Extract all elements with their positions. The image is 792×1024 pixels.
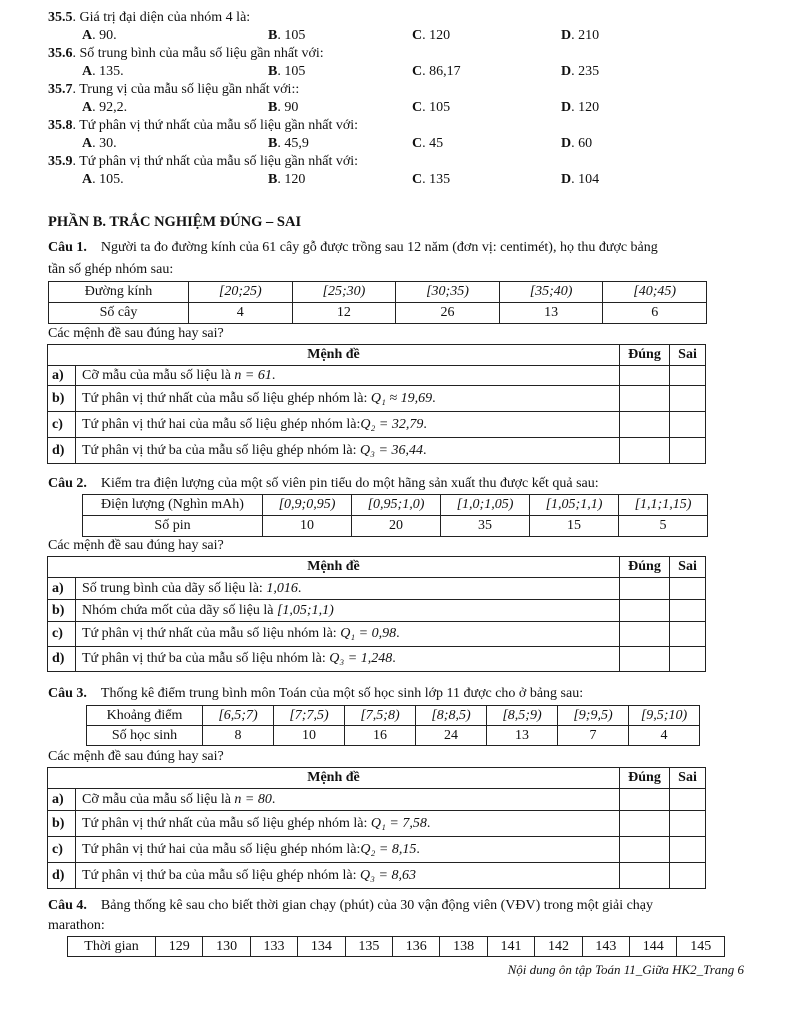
row-header: Khoảng điểm: [87, 706, 203, 726]
count-cell: 5: [619, 516, 708, 537]
mc-option-c[interactable]: [412, 136, 443, 152]
mc-question: [48, 118, 358, 134]
false-checkbox-cell[interactable]: [670, 578, 706, 600]
question-3-frequency-table: [86, 705, 700, 746]
time-cell: 136: [393, 937, 440, 957]
mc-option-key: C: [412, 136, 423, 151]
statement-body: Tứ phân vị thứ nhất của mẫu số liệu nhóm là:: [82, 626, 341, 641]
true-checkbox-cell[interactable]: [620, 622, 670, 647]
statement-header: Mệnh đề: [48, 557, 620, 578]
statement-key: b): [48, 811, 76, 837]
statement-body: Tứ phân vị thứ ba của mẫu số liệu ghép nhóm là:: [82, 442, 361, 458]
statement-row: [48, 647, 706, 672]
question-3-text: Thống kê điểm trung bình môn Toán của một số học sinh lớp 11 được cho ở bảng sau:: [100, 686, 584, 701]
mc-option-key: A: [82, 100, 93, 115]
question-4-label: Câu 4.: [48, 898, 87, 913]
true-checkbox-cell[interactable]: [620, 600, 670, 622]
mc-option-value: . 30.: [92, 136, 117, 151]
mc-question-text: . Số trung bình của mẫu số liệu gần nhất với:: [72, 46, 324, 61]
group-cell: [20;25): [189, 282, 293, 303]
statement-math: 1,016: [266, 580, 298, 596]
count-cell: 13: [499, 303, 603, 324]
mc-question-text: . Trung vị của mẫu số liệu gần nhất với::: [72, 82, 300, 97]
statement-math: Q₁ = 0,98: [340, 626, 397, 641]
mc-question: [48, 154, 358, 170]
mc-option-value: . 120: [571, 100, 600, 115]
mc-option-key: A: [82, 28, 93, 43]
false-checkbox-cell[interactable]: [670, 863, 706, 889]
row-header: Thời gian: [68, 937, 156, 957]
statement-math: Q₃ = 1,248: [329, 651, 393, 666]
mc-option-key: D: [561, 64, 572, 79]
mc-option-a[interactable]: [82, 64, 124, 80]
statement-text: [76, 366, 620, 386]
statement-header-row: [48, 557, 706, 578]
group-row: [83, 495, 708, 516]
true-checkbox-cell[interactable]: [620, 837, 670, 863]
false-header: Sai: [670, 557, 706, 578]
question-3-intro: [48, 686, 583, 702]
statement-end: .: [426, 815, 431, 831]
mc-option-value: . 45: [422, 136, 444, 151]
group-row: [49, 282, 707, 303]
statement-row: [48, 789, 706, 811]
group-cell: [40;45): [603, 282, 707, 303]
mc-option-value: . 135: [422, 172, 451, 187]
statement-text: [76, 647, 620, 672]
statement-row: [48, 438, 706, 464]
statement-end: .: [422, 442, 427, 458]
statement-row: [48, 412, 706, 438]
statement-body: Nhóm chứa mốt của dãy số liệu là: [82, 602, 277, 618]
time-cell: 141: [487, 937, 534, 957]
mc-option-value: . 105: [277, 28, 306, 43]
statement-text: [76, 837, 620, 863]
statement-body: Tứ phân vị thứ ba của mẫu số liệu ghép nhóm là:: [82, 867, 361, 883]
true-header: Đúng: [620, 557, 670, 578]
statement-key: c): [48, 622, 76, 647]
question-3-statement-table: [47, 767, 706, 889]
true-header: Đúng: [620, 768, 670, 789]
statement-text: [76, 863, 620, 889]
mc-option-b[interactable]: [268, 172, 305, 188]
false-checkbox-cell[interactable]: [670, 600, 706, 622]
group-cell: [30;35): [396, 282, 500, 303]
mc-option-key: D: [561, 172, 572, 187]
time-cell: 129: [156, 937, 203, 957]
statement-body: Tứ phân vị thứ ba của mẫu số liệu nhóm là:: [82, 651, 330, 666]
count-cell: 12: [292, 303, 396, 324]
group-cell: [8,5;9): [487, 706, 558, 726]
section-title: PHẦN B. TRẮC NGHIỆM ĐÚNG – SAI: [48, 214, 302, 230]
statement-row: [48, 863, 706, 889]
mc-option-d[interactable]: [561, 136, 592, 152]
group-cell: [35;40): [499, 282, 603, 303]
question-4-text: Bảng thống kê sau cho biết thời gian chạy (phút) của 30 vận động viên (VĐV) trong một giải chạy: [100, 898, 654, 913]
time-cell: 145: [677, 937, 725, 957]
statement-body: Tứ phân vị thứ hai của mẫu số liệu ghép nhóm là:: [82, 841, 361, 857]
statement-key: b): [48, 600, 76, 622]
question-3-label: Câu 3.: [48, 686, 87, 701]
true-checkbox-cell[interactable]: [620, 578, 670, 600]
question-3-prompt: Các mệnh đề sau đúng hay sai?: [48, 749, 224, 764]
mc-option-key: D: [561, 136, 572, 151]
mc-option-value: . 120: [277, 172, 306, 187]
mc-option-d[interactable]: [561, 172, 599, 188]
statement-math: Q₁ ≈ 19,69: [370, 390, 433, 406]
statement-key: c): [48, 412, 76, 438]
statement-text: [76, 578, 620, 600]
statement-text: [76, 622, 620, 647]
statement-header-row: [48, 768, 706, 789]
mc-option-a[interactable]: [82, 136, 117, 152]
question-4-intro: [48, 898, 653, 914]
mc-option-value: . 105: [277, 64, 306, 79]
mc-question-number: 35.6: [48, 46, 73, 61]
mc-option-b[interactable]: [268, 28, 305, 44]
count-cell: 10: [263, 516, 352, 537]
mc-option-key: A: [82, 64, 93, 79]
false-checkbox-cell[interactable]: [670, 412, 706, 438]
statement-text: [76, 438, 620, 464]
mc-option-key: B: [268, 172, 278, 187]
mc-question-number: 35.7: [48, 82, 73, 97]
statement-key: d): [48, 863, 76, 889]
question-4-time-table: [67, 936, 725, 957]
mc-option-value: . 90: [277, 100, 299, 115]
count-row: [49, 303, 707, 324]
question-1-intro-cont: tần số ghép nhóm sau:: [48, 262, 174, 277]
mc-option-a[interactable]: [82, 172, 124, 188]
count-cell: 15: [530, 516, 619, 537]
statement-header: Mệnh đề: [48, 768, 620, 789]
true-checkbox-cell[interactable]: [620, 386, 670, 412]
statement-header-row: [48, 345, 706, 366]
question-2-statement-table: [47, 556, 706, 672]
statement-end: .: [396, 626, 400, 641]
statement-text: [76, 412, 620, 438]
true-checkbox-cell[interactable]: [620, 412, 670, 438]
mc-question: [48, 46, 324, 62]
group-cell: [1,0;1,05): [441, 495, 530, 516]
mc-option-key: B: [268, 64, 278, 79]
statement-row: [48, 578, 706, 600]
statement-text: [76, 811, 620, 837]
statement-text: [76, 386, 620, 412]
question-1-prompt: Các mệnh đề sau đúng hay sai?: [48, 326, 224, 341]
false-checkbox-cell[interactable]: [670, 789, 706, 811]
false-checkbox-cell[interactable]: [670, 647, 706, 672]
row-header: Điện lượng (Nghìn mAh): [83, 495, 263, 516]
mc-option-key: C: [412, 28, 423, 43]
question-2-text: Kiểm tra điện lượng của một số viên pin tiểu do một hãng sản xuất thu được kết quả sau:: [100, 476, 599, 491]
question-2-frequency-table: [82, 494, 708, 537]
mc-option-d[interactable]: [561, 28, 599, 44]
statement-row: [48, 600, 706, 622]
statement-text: [76, 789, 620, 811]
mc-question-number: 35.8: [48, 118, 73, 133]
statement-math: n = 61: [234, 367, 272, 383]
time-cell: 143: [582, 937, 629, 957]
question-1-label: Câu 1.: [48, 240, 87, 255]
mc-option-a[interactable]: [82, 28, 117, 44]
mc-option-value: . 235: [571, 64, 600, 79]
statement-row: [48, 386, 706, 412]
false-header: Sai: [670, 345, 706, 366]
count-cell: 4: [629, 726, 700, 746]
statement-row: [48, 811, 706, 837]
group-cell: [0,95;1,0): [352, 495, 441, 516]
mc-option-b[interactable]: [268, 100, 298, 116]
time-cell: 138: [440, 937, 487, 957]
statement-math: [1,05;1,1): [276, 602, 334, 618]
question-1-intro: [48, 240, 658, 256]
true-header: Đúng: [620, 345, 670, 366]
row-header: Số học sinh: [87, 726, 203, 746]
mc-option-key: D: [561, 28, 572, 43]
statement-end: .: [423, 416, 427, 432]
time-cell: 134: [298, 937, 345, 957]
statement-math: Q₁ = 7,58: [370, 815, 427, 831]
mc-option-key: B: [268, 100, 278, 115]
statement-end: .: [297, 580, 302, 596]
statement-row: [48, 837, 706, 863]
group-cell: [7,5;8): [345, 706, 416, 726]
count-cell: 13: [487, 726, 558, 746]
count-row: [87, 726, 700, 746]
true-checkbox-cell[interactable]: [620, 438, 670, 464]
statement-math: n = 80: [234, 791, 272, 807]
true-checkbox-cell[interactable]: [620, 811, 670, 837]
mc-option-value: . 60: [571, 136, 593, 151]
false-checkbox-cell[interactable]: [670, 438, 706, 464]
mc-option-key: B: [268, 136, 278, 151]
mc-option-key: A: [82, 172, 93, 187]
mc-question: [48, 82, 299, 98]
time-row: [68, 937, 725, 957]
mc-option-a[interactable]: [82, 100, 127, 116]
mc-option-value: . 120: [422, 28, 451, 43]
count-cell: 7: [558, 726, 629, 746]
statement-row: [48, 366, 706, 386]
mc-question-text: . Giá trị đại diện của nhóm 4 là:: [72, 10, 251, 25]
question-2-label: Câu 2.: [48, 476, 87, 491]
time-cell: 133: [250, 937, 297, 957]
time-cell: 142: [535, 937, 582, 957]
mc-option-c[interactable]: [412, 100, 450, 116]
statement-key: c): [48, 837, 76, 863]
count-cell: 10: [274, 726, 345, 746]
count-cell: 35: [441, 516, 530, 537]
question-4-intro-cont: marathon:: [48, 918, 105, 933]
true-checkbox-cell[interactable]: [620, 863, 670, 889]
count-cell: 24: [416, 726, 487, 746]
page-footer: Nội dung ôn tập Toán 11_Giữa HK2_Trang 6: [507, 962, 744, 977]
mc-question-number: 35.5: [48, 10, 73, 25]
mc-option-key: C: [412, 100, 423, 115]
statement-end: .: [432, 390, 436, 406]
time-cell: 135: [345, 937, 392, 957]
question-2-prompt: Các mệnh đề sau đúng hay sai?: [48, 538, 224, 553]
question-1-text: Người ta đo đường kính của 61 cây gỗ được trồng sau 12 năm (đơn vị: centimét), họ thu được bảng: [100, 240, 658, 255]
mc-question: [48, 10, 250, 26]
group-cell: [7;7,5): [274, 706, 345, 726]
mc-option-c[interactable]: [412, 64, 461, 80]
mc-option-key: C: [412, 172, 423, 187]
mc-option-key: D: [561, 100, 572, 115]
statement-row: [48, 622, 706, 647]
false-checkbox-cell[interactable]: [670, 386, 706, 412]
group-cell: [9;9,5): [558, 706, 629, 726]
mc-option-value: . 92,2.: [92, 100, 128, 115]
statement-body: Số trung bình của dãy số liệu là:: [82, 580, 267, 596]
true-checkbox-cell[interactable]: [620, 647, 670, 672]
statement-math: Q₂ = 8,15: [360, 841, 417, 857]
statement-body: Tứ phân vị thứ nhất của mẫu số liệu ghép nhóm là:: [82, 815, 371, 831]
mc-question-text: . Tứ phân vị thứ nhất của mẫu số liệu gần nhất với:: [72, 118, 359, 133]
mc-option-value: . 90.: [92, 28, 117, 43]
statement-key: d): [48, 647, 76, 672]
statement-math: Q₃ = 36,44: [360, 442, 423, 458]
mc-option-d[interactable]: [561, 100, 599, 116]
question-1-statement-table: [47, 344, 706, 464]
mc-option-value: . 210: [571, 28, 600, 43]
statement-end: .: [416, 841, 420, 857]
mc-option-value: . 104: [571, 172, 600, 187]
false-header: Sai: [670, 768, 706, 789]
count-cell: 26: [396, 303, 500, 324]
group-cell: [8;8,5): [416, 706, 487, 726]
time-cell: 144: [630, 937, 677, 957]
question-2-intro: [48, 476, 599, 492]
group-cell: [25;30): [292, 282, 396, 303]
statement-end: .: [271, 367, 276, 383]
mc-question-text: . Tứ phân vị thứ nhất của mẫu số liệu gần nhất với:: [72, 154, 359, 169]
time-cell: 130: [203, 937, 250, 957]
group-cell: [9,5;10): [629, 706, 700, 726]
mc-option-value: . 105: [422, 100, 451, 115]
mc-option-c[interactable]: [412, 28, 450, 44]
statement-text: [76, 600, 620, 622]
statement-key: a): [48, 578, 76, 600]
count-cell: 4: [189, 303, 293, 324]
true-checkbox-cell[interactable]: [620, 789, 670, 811]
mc-option-key: B: [268, 28, 278, 43]
false-checkbox-cell[interactable]: [670, 811, 706, 837]
row-header: Số cây: [49, 303, 189, 324]
mc-option-key: A: [82, 136, 93, 151]
mc-option-value: . 86,17: [422, 64, 461, 79]
mc-option-b[interactable]: [268, 136, 309, 152]
statement-body: Tứ phân vị thứ hai của mẫu số liệu ghép nhóm là:: [82, 416, 361, 432]
statement-header: Mệnh đề: [48, 345, 620, 366]
mc-option-value: . 45,9: [277, 136, 309, 151]
mc-option-d[interactable]: [561, 64, 599, 80]
statement-body: Cỡ mẫu của mẫu số liệu là: [82, 367, 235, 383]
count-cell: 20: [352, 516, 441, 537]
group-cell: [0,9;0,95): [263, 495, 352, 516]
statement-end: .: [271, 791, 276, 807]
statement-body: Tứ phân vị thứ nhất của mẫu số liệu ghép nhóm là:: [82, 390, 371, 406]
mc-option-key: C: [412, 64, 423, 79]
false-checkbox-cell[interactable]: [670, 837, 706, 863]
mc-option-c[interactable]: [412, 172, 450, 188]
false-checkbox-cell[interactable]: [670, 366, 706, 386]
group-cell: [1,05;1,1): [530, 495, 619, 516]
false-checkbox-cell[interactable]: [670, 622, 706, 647]
mc-option-value: . 135.: [92, 64, 124, 79]
statement-key: a): [48, 789, 76, 811]
mc-option-value: . 105.: [92, 172, 124, 187]
statement-end: .: [392, 651, 396, 666]
row-header: Đường kính: [49, 282, 189, 303]
group-row: [87, 706, 700, 726]
count-cell: 16: [345, 726, 416, 746]
statement-key: d): [48, 438, 76, 464]
count-cell: 8: [203, 726, 274, 746]
mc-option-b[interactable]: [268, 64, 305, 80]
question-1-frequency-table: [48, 281, 707, 324]
statement-key: a): [48, 366, 76, 386]
group-cell: [1,1;1,15): [619, 495, 708, 516]
true-checkbox-cell[interactable]: [620, 366, 670, 386]
mc-question-number: 35.9: [48, 154, 73, 169]
count-row: [83, 516, 708, 537]
statement-math: Q₃ = 8,63: [360, 867, 416, 883]
group-cell: [6,5;7): [203, 706, 274, 726]
statement-body: Cỡ mẫu của mẫu số liệu là: [82, 791, 235, 807]
row-header: Số pin: [83, 516, 263, 537]
statement-math: Q₂ = 32,79: [360, 416, 424, 432]
count-cell: 6: [603, 303, 707, 324]
statement-key: b): [48, 386, 76, 412]
